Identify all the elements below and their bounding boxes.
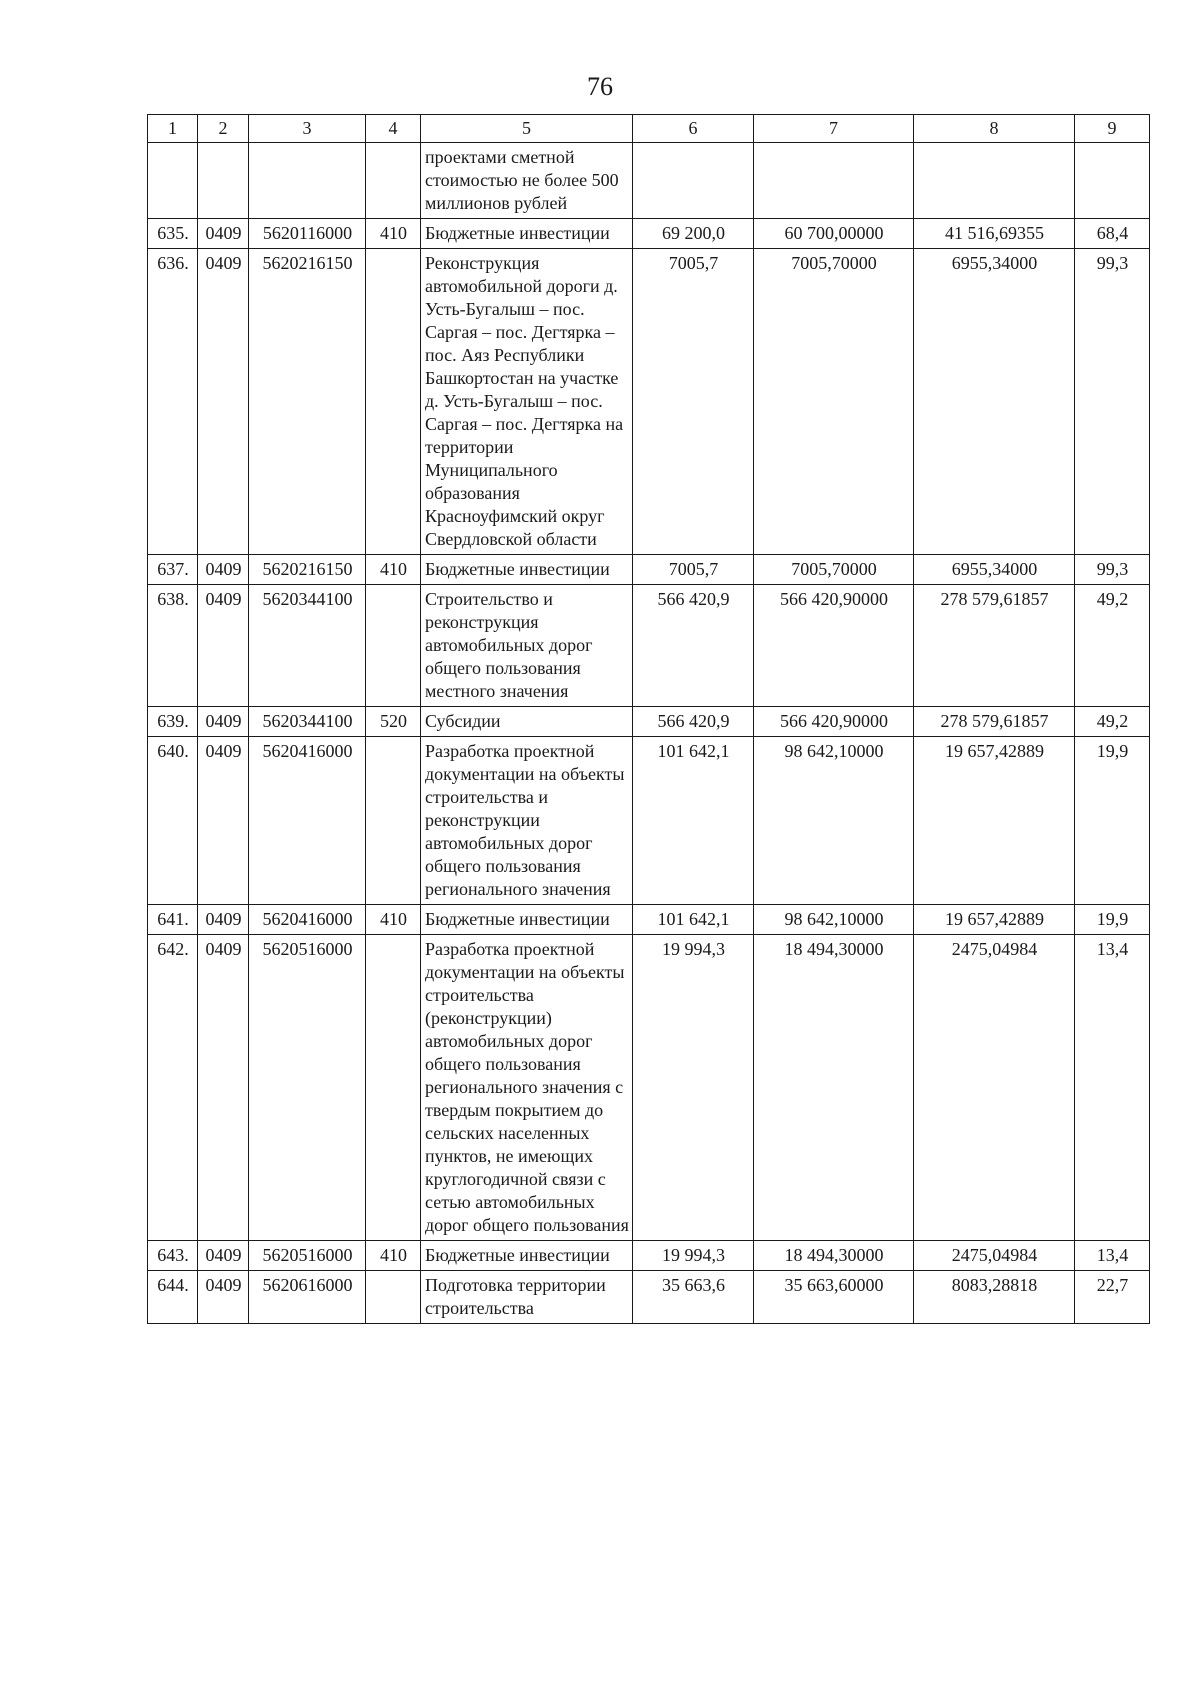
- row-number: 638.: [148, 585, 198, 707]
- plan-amount: 35 663,6: [633, 1271, 754, 1324]
- execution-percent: 68,4: [1075, 219, 1150, 249]
- item-name: Реконструкция автомобильной дороги д. Усть-Бугалыш – пос. Саргая – пос. Дегтярка – пос. Аяз Республики Башкортостан на участке д. Усть-Бугалыш – пос. Саргая – пос. Дегтярка на территории Муниципального образования Красноуфимский округ Свердловской области: [421, 249, 633, 555]
- budget-table: [147, 114, 1150, 1324]
- expense-type: [366, 737, 421, 905]
- section-code: 0409: [198, 737, 249, 905]
- header-col-2: 2: [198, 115, 249, 143]
- executed-amount: 6955,34000: [914, 249, 1075, 555]
- execution-percent: 19,9: [1075, 737, 1150, 905]
- expense-type: 410: [366, 219, 421, 249]
- expense-type: [366, 1271, 421, 1324]
- target-code: [249, 143, 366, 219]
- section-code: 0409: [198, 249, 249, 555]
- executed-amount: 19 657,42889: [914, 905, 1075, 935]
- target-code: 5620416000: [249, 737, 366, 905]
- section-code: 0409: [198, 555, 249, 585]
- table-row: [148, 707, 1150, 737]
- item-name: Бюджетные инвестиции: [421, 1241, 633, 1271]
- item-name: Разработка проектной документации на объекты строительства (реконструкции) автомобильных дорог общего пользования регионального значения с твердым покрытием до сельских населенных пунктов, не имеющих круглогодичной связи с сетью автомобильных дорог общего пользования: [421, 935, 633, 1241]
- execution-percent: 13,4: [1075, 1241, 1150, 1271]
- refined-amount: 7005,70000: [754, 555, 914, 585]
- expense-type: [366, 249, 421, 555]
- table-row: [148, 249, 1150, 555]
- plan-amount: 7005,7: [633, 555, 754, 585]
- target-code: 5620344100: [249, 585, 366, 707]
- section-code: 0409: [198, 905, 249, 935]
- plan-amount: 566 420,9: [633, 585, 754, 707]
- target-code: 5620416000: [249, 905, 366, 935]
- header-col-6: 6: [633, 115, 754, 143]
- item-name: Бюджетные инвестиции: [421, 219, 633, 249]
- executed-amount: 278 579,61857: [914, 707, 1075, 737]
- refined-amount: 35 663,60000: [754, 1271, 914, 1324]
- row-number: 640.: [148, 737, 198, 905]
- section-code: 0409: [198, 707, 249, 737]
- execution-percent: 49,2: [1075, 707, 1150, 737]
- refined-amount: 98 642,10000: [754, 737, 914, 905]
- plan-amount: 69 200,0: [633, 219, 754, 249]
- section-code: 0409: [198, 219, 249, 249]
- executed-amount: 41 516,69355: [914, 219, 1075, 249]
- row-number: 636.: [148, 249, 198, 555]
- header-col-7: 7: [754, 115, 914, 143]
- executed-amount: 2475,04984: [914, 935, 1075, 1241]
- table-row: [148, 143, 1150, 219]
- plan-amount: 19 994,3: [633, 1241, 754, 1271]
- table-row: [148, 1241, 1150, 1271]
- table-row: [148, 905, 1150, 935]
- section-code: 0409: [198, 935, 249, 1241]
- row-number: 642.: [148, 935, 198, 1241]
- execution-percent: 99,3: [1075, 555, 1150, 585]
- target-code: 5620216150: [249, 249, 366, 555]
- item-name: Бюджетные инвестиции: [421, 905, 633, 935]
- page-number: 76: [587, 72, 613, 101]
- table-row: [148, 1271, 1150, 1324]
- table-row: [148, 737, 1150, 905]
- header-col-9: 9: [1075, 115, 1150, 143]
- refined-amount: 18 494,30000: [754, 935, 914, 1241]
- executed-amount: 278 579,61857: [914, 585, 1075, 707]
- row-number: 643.: [148, 1241, 198, 1271]
- target-code: 5620216150: [249, 555, 366, 585]
- target-code: 5620516000: [249, 935, 366, 1241]
- refined-amount: [754, 143, 914, 219]
- plan-amount: 566 420,9: [633, 707, 754, 737]
- section-code: 0409: [198, 1241, 249, 1271]
- refined-amount: 566 420,90000: [754, 585, 914, 707]
- header-col-4: 4: [366, 115, 421, 143]
- section-code: 0409: [198, 1271, 249, 1324]
- plan-amount: 7005,7: [633, 249, 754, 555]
- expense-type: [366, 585, 421, 707]
- header-col-5: 5: [421, 115, 633, 143]
- executed-amount: 8083,28818: [914, 1271, 1075, 1324]
- section-code: [198, 143, 249, 219]
- table-header-row: [148, 115, 1150, 143]
- executed-amount: 19 657,42889: [914, 737, 1075, 905]
- item-name: Разработка проектной документации на объекты строительства и реконструкции автомобильных дорог общего пользования регионального значения: [421, 737, 633, 905]
- expense-type: [366, 143, 421, 219]
- table-row: [148, 935, 1150, 1241]
- row-number: 639.: [148, 707, 198, 737]
- execution-percent: 49,2: [1075, 585, 1150, 707]
- target-code: 5620344100: [249, 707, 366, 737]
- header-col-3: 3: [249, 115, 366, 143]
- executed-amount: 6955,34000: [914, 555, 1075, 585]
- plan-amount: [633, 143, 754, 219]
- table-row: [148, 555, 1150, 585]
- plan-amount: 19 994,3: [633, 935, 754, 1241]
- expense-type: 410: [366, 1241, 421, 1271]
- refined-amount: 566 420,90000: [754, 707, 914, 737]
- row-number: 644.: [148, 1271, 198, 1324]
- executed-amount: 2475,04984: [914, 1241, 1075, 1271]
- execution-percent: 22,7: [1075, 1271, 1150, 1324]
- header-col-1: 1: [148, 115, 198, 143]
- item-name: Подготовка территории строительства: [421, 1271, 633, 1324]
- row-number: [148, 143, 198, 219]
- row-number: 635.: [148, 219, 198, 249]
- expense-type: [366, 935, 421, 1241]
- item-name: Бюджетные инвестиции: [421, 555, 633, 585]
- executed-amount: [914, 143, 1075, 219]
- plan-amount: 101 642,1: [633, 737, 754, 905]
- item-name: Субсидии: [421, 707, 633, 737]
- section-code: 0409: [198, 585, 249, 707]
- refined-amount: 18 494,30000: [754, 1241, 914, 1271]
- refined-amount: 98 642,10000: [754, 905, 914, 935]
- header-col-8: 8: [914, 115, 1075, 143]
- refined-amount: 60 700,00000: [754, 219, 914, 249]
- execution-percent: 13,4: [1075, 935, 1150, 1241]
- target-code: 5620616000: [249, 1271, 366, 1324]
- refined-amount: 7005,70000: [754, 249, 914, 555]
- target-code: 5620116000: [249, 219, 366, 249]
- expense-type: 520: [366, 707, 421, 737]
- execution-percent: 99,3: [1075, 249, 1150, 555]
- expense-type: 410: [366, 555, 421, 585]
- execution-percent: [1075, 143, 1150, 219]
- target-code: 5620516000: [249, 1241, 366, 1271]
- row-number: 641.: [148, 905, 198, 935]
- table-row: [148, 585, 1150, 707]
- expense-type: 410: [366, 905, 421, 935]
- item-name: Строительство и реконструкция автомобильных дорог общего пользования местного значения: [421, 585, 633, 707]
- execution-percent: 19,9: [1075, 905, 1150, 935]
- table-row: [148, 219, 1150, 249]
- item-name: проектами сметной стоимостью не более 500 миллионов рублей: [421, 143, 633, 219]
- plan-amount: 101 642,1: [633, 905, 754, 935]
- row-number: 637.: [148, 555, 198, 585]
